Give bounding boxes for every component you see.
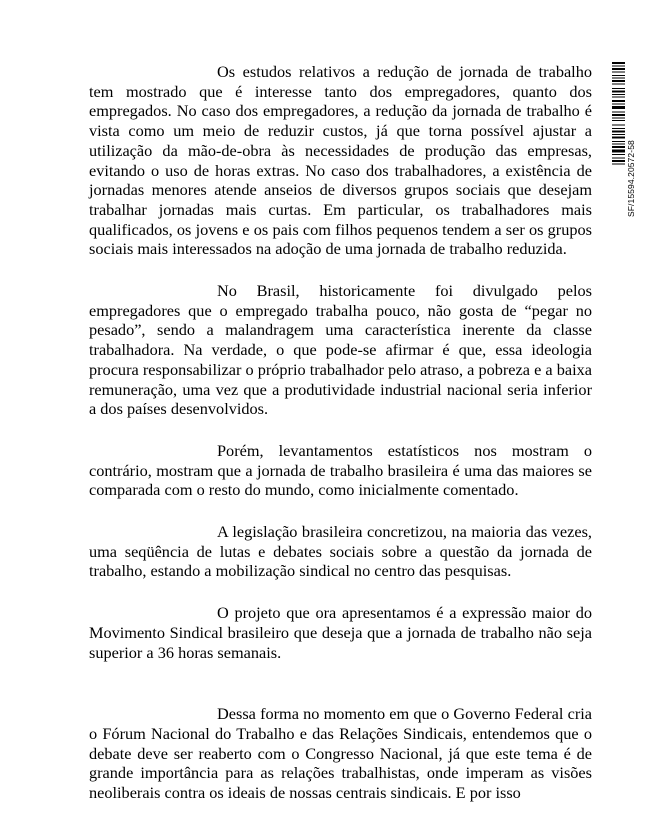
barcode-bar [612,125,625,126]
barcode-bar [612,84,625,85]
barcode-bar [612,134,625,135]
body-text [89,0,592,803]
paragraph-1: Os estudos relativos a redução de jornada de trabalho tem mostrado que é interesse tanto dos empregadores, quanto dos empregados. No caso dos empregadores, a redução da jornada de trabalho é vista como um meio de reduzir custos, já que torna possível ajustar a utilização da mão-de-obra às necessidades de produção das empresas, evitando o uso de horas extras. No caso dos trabalhadores, a existência de jornadas menores atende anseios de diversos grupos sociais que desejam trabalhar jornadas mais curtas. Em particular, os trabalhadores mais qualificados, os jovens e os pais com filhos pequenos tendem a ser os grupos sociais mais interessados na adoção de uma jornada de trabalho reduzida. [89,62,592,259]
barcode-id-text: SF/15594.20572-58 [626,140,636,217]
barcode-bar [612,75,625,76]
barcode-bar [612,160,625,162]
paragraph-2: No Brasil, historicamente foi divulgado pelos empregadores que o empregado trabalha pouco, não gosta de “pegar no pesado”, sendo a malandragem uma característica inerente da classe trabalhadora. Na verdade, o que pode-se afirmar é que, essa ideologia procura responsabilizar o próprio trabalhador pelo atraso, a pobreza e a baixa remuneração, uma vez que a produtividade industrial nacional seria inferior a dos países desenvolvidos. [89,281,592,419]
barcode-bar [612,78,625,79]
barcode-bar [612,68,625,70]
barcode-bar [612,80,625,82]
barcode-bar [612,72,625,73]
barcode-bar [612,97,625,98]
paragraph-6: Dessa forma no momento em que o Governo Federal cria o Fórum Nacional do Trabalho e das Relações Sindicais, entendemos que o debate deve ser reaberto com o Congresso Nacional, já que este tema é de grande importância para as relações trabalhistas, onde imperam as visões neoliberais contra os ideais de nossas centrais sindicais. E por isso [89,704,592,803]
barcode-bar [612,100,625,102]
barcode-bar [612,131,625,133]
barcode-bar [612,120,625,121]
barcode-bar [612,62,625,64]
barcode-bar [612,146,625,148]
barcode-bar [612,141,625,142]
paragraph-3: Porém, levantamentos estatísticos nos mostram o contrário, mostram que a jornada de trabalho brasileira é uma das maiores se comparada com o resto do mundo, como inicialmente comentado. [89,440,592,500]
barcode-bar [612,154,625,155]
barcode-bar [612,114,625,116]
barcode-bar [612,128,625,129]
barcode-bar [612,106,625,109]
barcode-bar [612,91,625,93]
barcode-bar [612,158,625,159]
barcode-bar [612,112,625,113]
paragraph-5: O projeto que ora apresentamos é a expressão maior do Movimento Sindical brasileiro que deseja que a jornada de trabalho não seja superior a 36 horas semanais. [89,603,592,662]
barcode-bar [612,66,625,67]
barcode-bar [612,94,625,95]
paragraph-4: A legislação brasileira concretizou, na maioria das vezes, uma seqüência de lutas e debates sociais sobre a questão da jornada de trabalho, estando a mobilização sindical no centro das pesquisas. [89,522,592,581]
barcode-bar [612,88,625,89]
barcode-bar [612,137,625,139]
barcode-bar [612,144,625,145]
barcode-bar [612,118,625,119]
barcode-bar [612,150,625,153]
barcode-bar [612,164,625,165]
barcode-icon [612,62,625,210]
barcode-bar [612,104,625,105]
